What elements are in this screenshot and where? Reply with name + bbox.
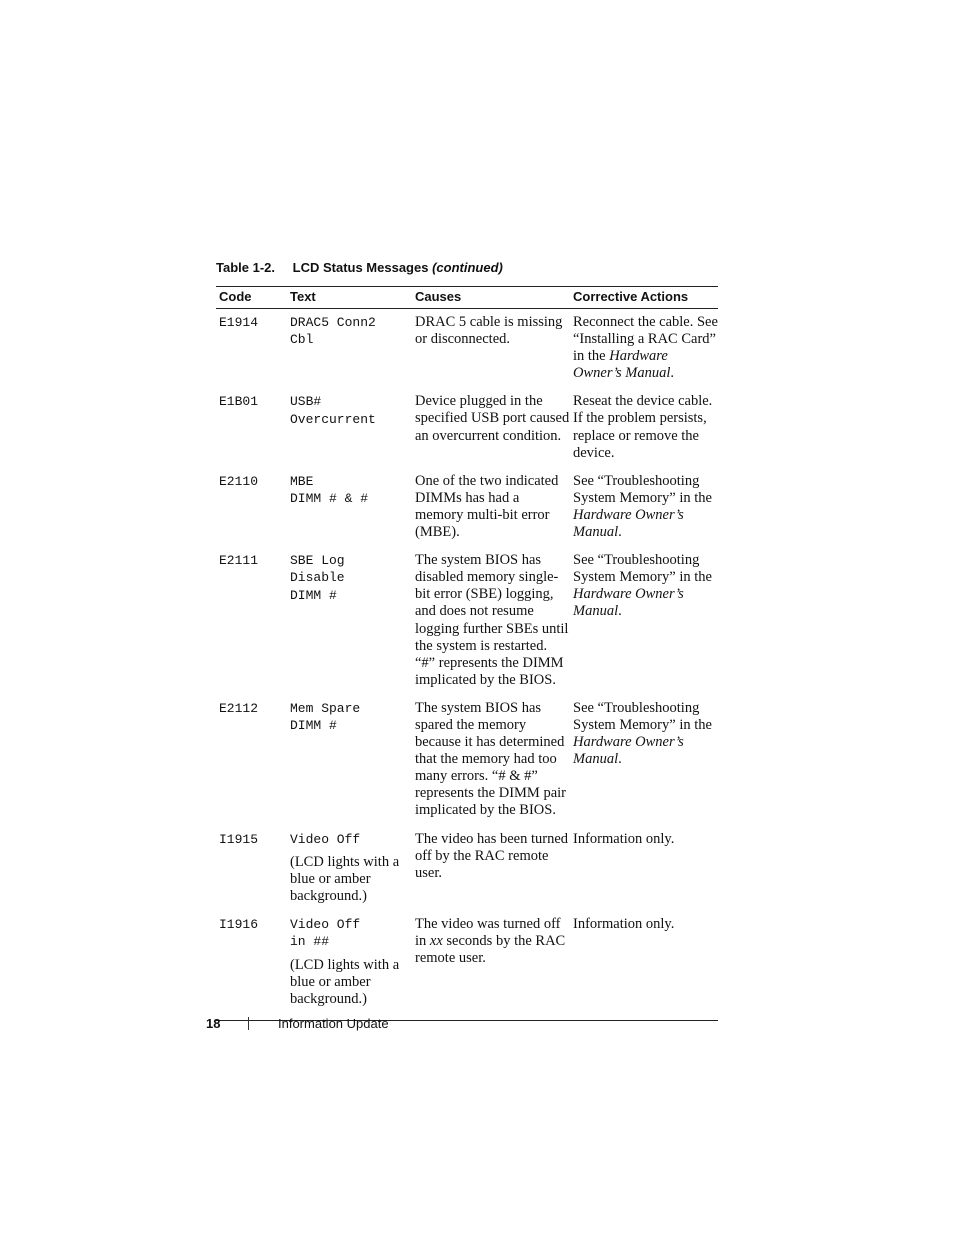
action-text-end: .	[618, 603, 622, 620]
header-row	[216, 287, 718, 309]
table-title: LCD Status Messages	[292, 260, 429, 275]
text-cell	[287, 695, 412, 826]
table-row	[216, 911, 718, 1020]
causes-cell	[412, 911, 570, 1020]
table-row	[216, 309, 718, 389]
table-row	[216, 826, 718, 912]
action-cell	[570, 309, 718, 389]
action-text: Information only.	[573, 830, 675, 847]
lcd-message: Mem Spare DIMM #	[290, 700, 361, 734]
lcd-message: Video Off	[290, 831, 361, 847]
page-footer	[206, 1016, 389, 1031]
page-number: 18	[206, 1016, 221, 1031]
action-text: Information only.	[573, 916, 675, 933]
code-cell: I1915	[219, 831, 259, 847]
manual-title: Hardware Owner’s Manual	[573, 734, 684, 768]
manual-title: Hardware Owner’s Manual	[573, 586, 684, 620]
text-cell	[287, 468, 412, 547]
causes-cell: One of the two indicated DIMMs has had a memory multi-bit error (MBE).	[415, 472, 559, 541]
causes-cell: Device plugged in the specified USB port caused an overcurrent condition.	[415, 393, 570, 444]
lcd-message: DRAC5 Conn2 Cbl	[290, 315, 376, 348]
action-text: Reconnect the cable. See “Installing a RAC Card” in the	[573, 314, 718, 365]
lcd-status-table	[216, 286, 718, 1021]
text-cell	[287, 911, 412, 1020]
causes-cell: The video has been turned off by the RAC remote user.	[415, 830, 569, 881]
table-caption	[216, 260, 503, 275]
text-cell	[287, 826, 412, 912]
text-cell	[287, 309, 412, 389]
action-text: See “Troubleshooting System Memory” in the	[573, 699, 712, 733]
action-cell	[570, 695, 718, 826]
action-text-end: .	[670, 365, 674, 382]
action-cell	[570, 547, 718, 695]
header-corrective-actions: Corrective Actions	[570, 287, 718, 309]
footer-separator	[248, 1017, 249, 1030]
action-text: Reseat the device cable. If the problem persists, replace or remove the device.	[573, 393, 713, 461]
code-cell: E2112	[219, 700, 259, 716]
action-cell	[570, 468, 718, 547]
lcd-note: (LCD lights with a blue or amber background.)	[290, 956, 400, 1007]
lcd-message: USB# Overcurrent	[290, 394, 376, 427]
manual-title: Hardware Owner’s Manual	[573, 506, 684, 541]
seconds-variable: xx	[429, 933, 443, 950]
table-row	[216, 388, 718, 467]
action-cell	[570, 911, 718, 1020]
causes-cell: DRAC 5 cable is missing or disconnected.	[415, 314, 563, 348]
code-cell: E1914	[219, 315, 259, 330]
lcd-note: (LCD lights with a blue or amber background.)	[290, 853, 400, 905]
header-causes: Causes	[412, 287, 570, 309]
causes-cell: The system BIOS has disabled memory single-bit error (SBE) logging, and does not resume logging further SBEs until the system is restarted. “#” represents the DIMM implicated by the BIOS.	[415, 552, 569, 688]
lcd-message: Video Off in ##	[290, 917, 361, 950]
action-text: See “Troubleshooting System Memory” in the	[573, 472, 712, 506]
table-row	[216, 547, 718, 695]
action-text: See “Troubleshooting System Memory” in the	[573, 552, 712, 586]
causes-cell: The system BIOS has spared the memory because it has determined that the memory had too many errors. “# & #” represents the DIMM pair implicated by the BIOS.	[415, 699, 566, 819]
header-code: Code	[216, 287, 287, 309]
table-row	[216, 468, 718, 547]
causes-text-end: seconds by the RAC remote user.	[415, 933, 566, 967]
action-text-end: .	[618, 524, 622, 541]
text-cell	[287, 388, 412, 467]
manual-title: Hardware Owner’s Manual	[573, 348, 671, 382]
table-row	[216, 695, 718, 826]
action-cell	[570, 826, 718, 912]
table-number: Table 1-2.	[216, 260, 276, 275]
code-cell: I1916	[216, 911, 287, 1020]
code-cell: E2110	[219, 473, 259, 489]
lcd-message: MBE DIMM # & #	[290, 473, 369, 507]
action-cell	[570, 388, 718, 467]
code-cell: E2111	[219, 553, 259, 569]
continued-label: (continued)	[432, 260, 503, 275]
text-cell	[287, 547, 412, 695]
causes-text: The video was turned off in	[415, 916, 561, 950]
header-text: Text	[287, 287, 412, 309]
lcd-message: SBE Log Disable DIMM #	[290, 553, 345, 603]
code-cell: E1B01	[219, 394, 259, 410]
footer-title: Information Update	[278, 1016, 389, 1031]
action-text-end: .	[618, 751, 622, 768]
